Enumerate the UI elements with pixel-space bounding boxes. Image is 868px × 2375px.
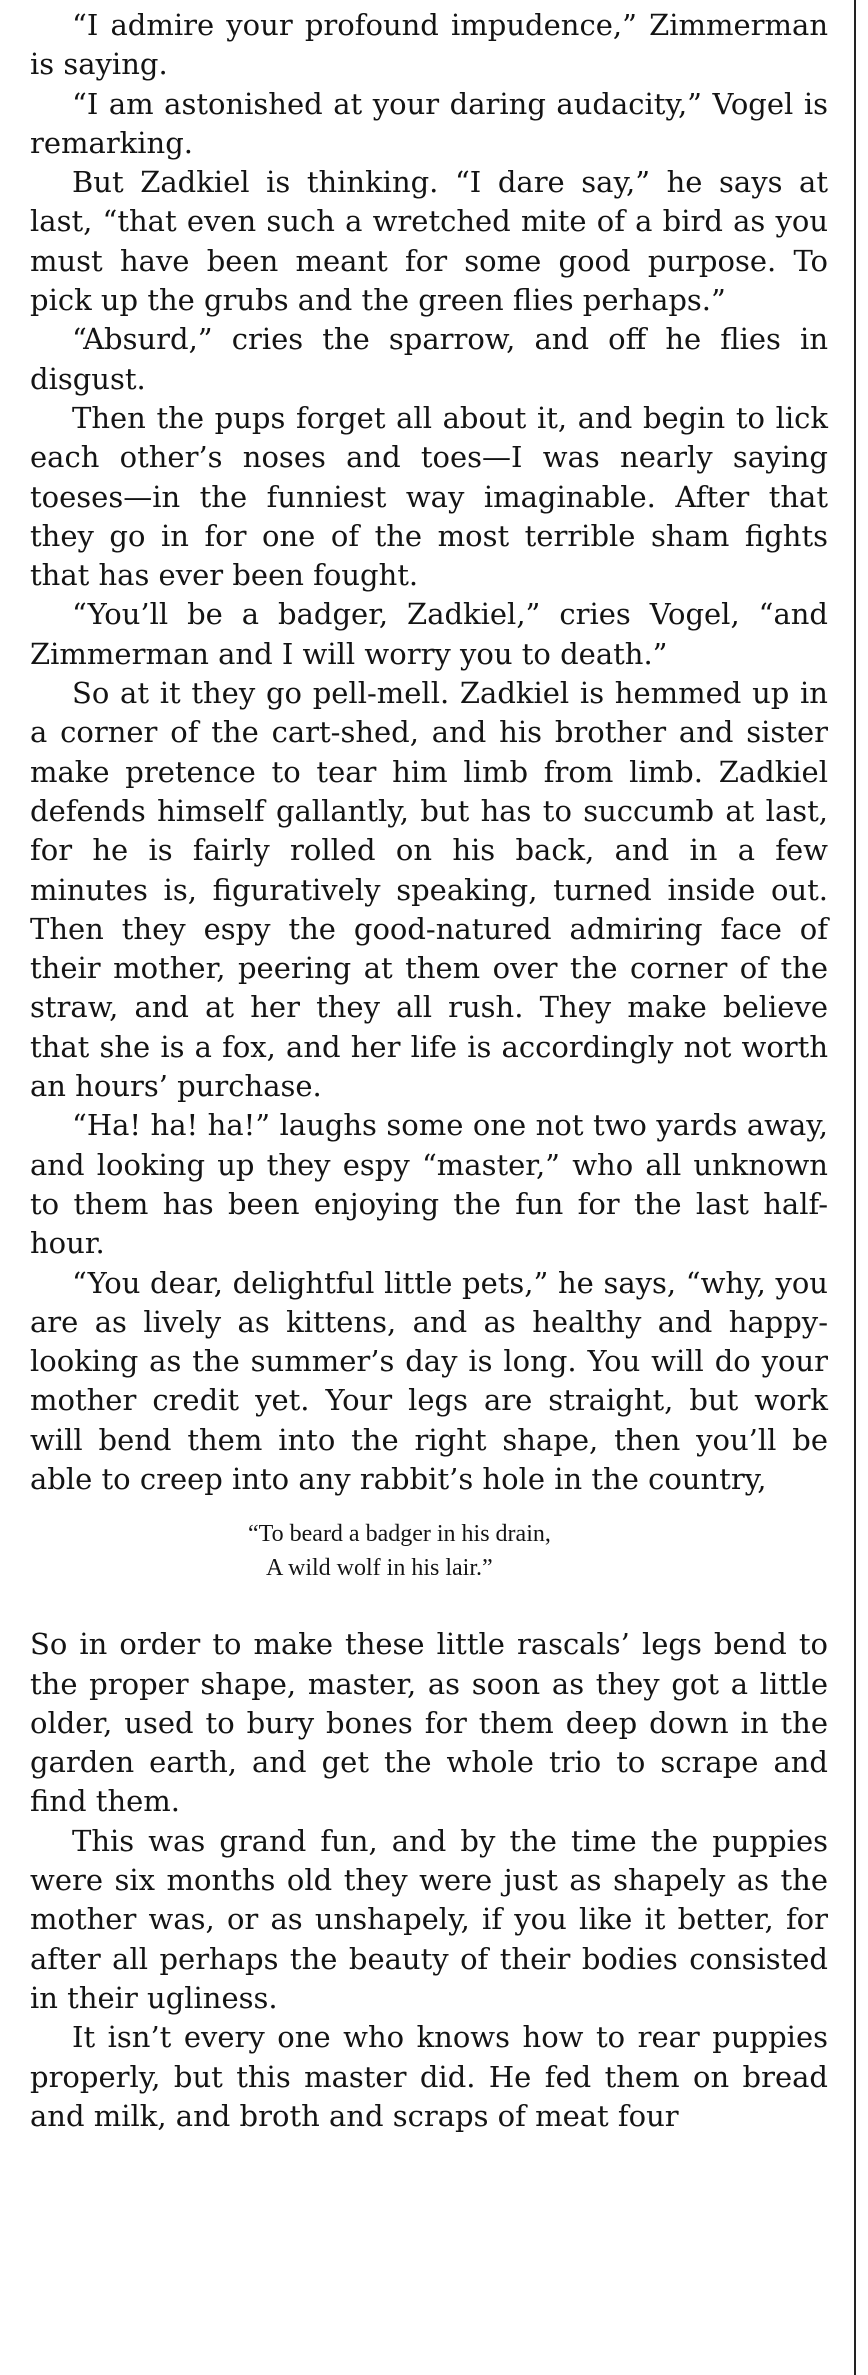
verse-line: A wild wolf in his lair.” <box>266 1555 493 1582</box>
paragraph: This was grand fun, and by the time the puppies were six months old they were just as shapely as the mother was, or as unshapely, if you like it better, for after all perhaps the beauty of their bodies consisted in their ugliness. <box>30 1823 828 2015</box>
paragraph: Then the pups forget all about it, and begin to lick each other’s noses and toes—I was nearly saying toeses—in the funniest way imaginable. After that they go in for one of the most terrible sham fights that has ever been fought. <box>30 400 828 593</box>
paragraph: So in order to make these little rascals’ legs bend to the proper shape, master, as soon as they got a little older, used to bury bones for them deep down in the garden earth, and get the whole trio to scrape and find them. <box>30 1627 828 1819</box>
paragraph: But Zadkiel is thinking. “I dare say,” he says at last, “that even such a wretched mite of a bird as you must have been meant for some good purpose. To pick up the grubs and the green flies perhaps.” <box>30 165 828 318</box>
paragraph: It isn’t every one who knows how to rear puppies properly, but this master did. He fed them on bread and milk, and broth and scraps of meat four <box>30 2020 828 2133</box>
paragraph: “Absurd,” cries the sparrow, and off he flies in disgust. <box>30 322 828 396</box>
body-text <box>30 6 828 2136</box>
paragraph: “Ha! ha! ha!” laughs some one not two yards away, and looking up they espy “master,” who all unknown to them has been enjoying the fun for the last half-hour. <box>30 1108 828 1261</box>
paragraph: So at it they go pell-mell. Zadkiel is hemmed up in a corner of the cart-shed, and his brother and sister make pretence to tear him limb from limb. Zadkiel defends himself gallantly, but has to succumb at last, for he is fairly rolled on his back, and in a few minutes is, figuratively speaking, turned inside out. Then they espy the good-natured admiring face of their mother, peering at them over the corner of the straw, and at her they all rush. They make believe that she is a fox, and her life is accordingly not worth an hours’ purchase. <box>30 676 828 1104</box>
paragraph: “I am astonished at your daring audacity,” Vogel is remarking. <box>30 86 828 160</box>
verse-quote <box>30 1517 828 1585</box>
paragraph: “You dear, delightful little pets,” he says, “why, you are as lively as kittens, and as healthy and happy-looking as the summer’s day is long. You will do your mother credit yet. Your legs are straight, but work will bend them into the right shape, then you’ll be able to creep into any rabbit’s hole in the country, <box>30 1265 828 1496</box>
paragraph: “You’ll be a badger, Zadkiel,” cries Vogel, “and Zimmerman and I will worry you to death.” <box>30 597 828 671</box>
paragraph: “I admire your profound impudence,” Zimmerman is saying. <box>30 8 828 82</box>
margin-rule <box>854 0 856 2375</box>
verse-line: “To beard a badger in his drain, <box>248 1521 551 1548</box>
